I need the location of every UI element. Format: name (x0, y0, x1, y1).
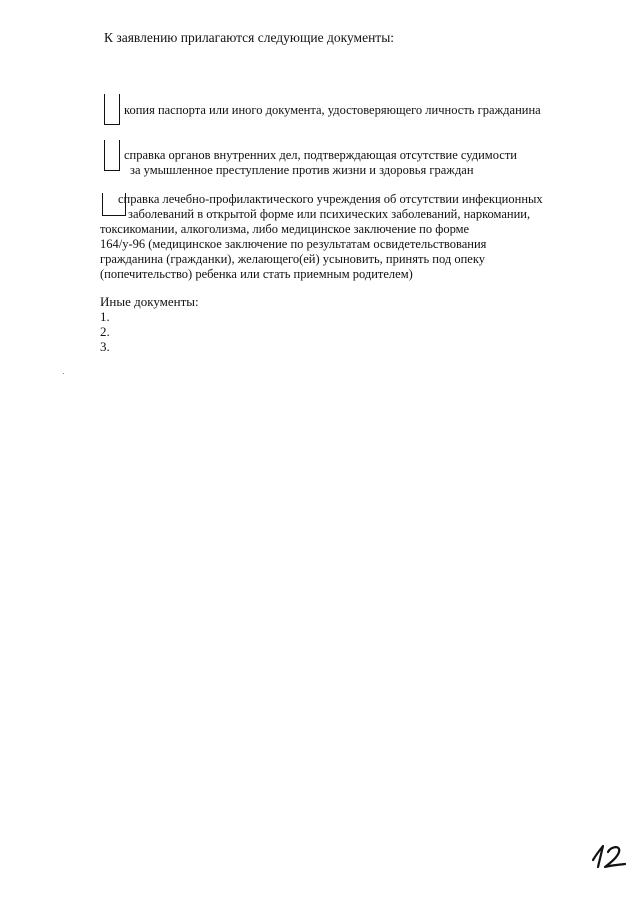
other-document-item-3[interactable]: 3. (100, 339, 110, 354)
attachments-heading: К заявлению прилагаются следующие документы: (104, 30, 395, 45)
other-document-item-2[interactable]: 2. (100, 324, 110, 339)
other-document-item-1[interactable]: 1. (100, 309, 110, 324)
document-criminal-record-line-1: справка органов внутренних дел, подтверждающая отсутствие судимости (124, 148, 517, 162)
document-medical-line-4: 164/у-96 (медицинское заключение по результатам освидетельствования (100, 237, 487, 251)
document-criminal-record-line-2: за умышленное преступление против жизни и здоровья граждан (130, 163, 474, 177)
scan-speck (63, 373, 64, 374)
document-medical-line-5: гражданина (гражданки), желающего(ей) усыновить, принять под опеку (100, 252, 485, 266)
other-documents-list (100, 309, 110, 354)
checkbox-passport[interactable] (104, 94, 120, 125)
document-passport-line-1: копия паспорта или иного документа, удостоверяющего личность гражданина (124, 103, 541, 117)
document-medical-line-1: справка лечебно-профилактического учреждения об отсутствии инфекционных (118, 192, 543, 206)
document-medical-line-3: токсикомании, алкоголизма, либо медицинское заключение по форме (100, 222, 470, 236)
checkbox-passport-mark (119, 97, 120, 115)
document-medical-line-6: (попечительство) ребенка или стать приемным родителем) (100, 267, 413, 281)
handwritten-page-number (590, 842, 630, 870)
other-documents-title: Иные документы: (100, 294, 199, 309)
document-medical-line-2: заболеваний в открытой форме или психических заболеваний, наркомании, (128, 207, 531, 221)
checkbox-criminal-record[interactable] (104, 140, 120, 171)
checkbox-criminal-record-mark (119, 144, 120, 160)
